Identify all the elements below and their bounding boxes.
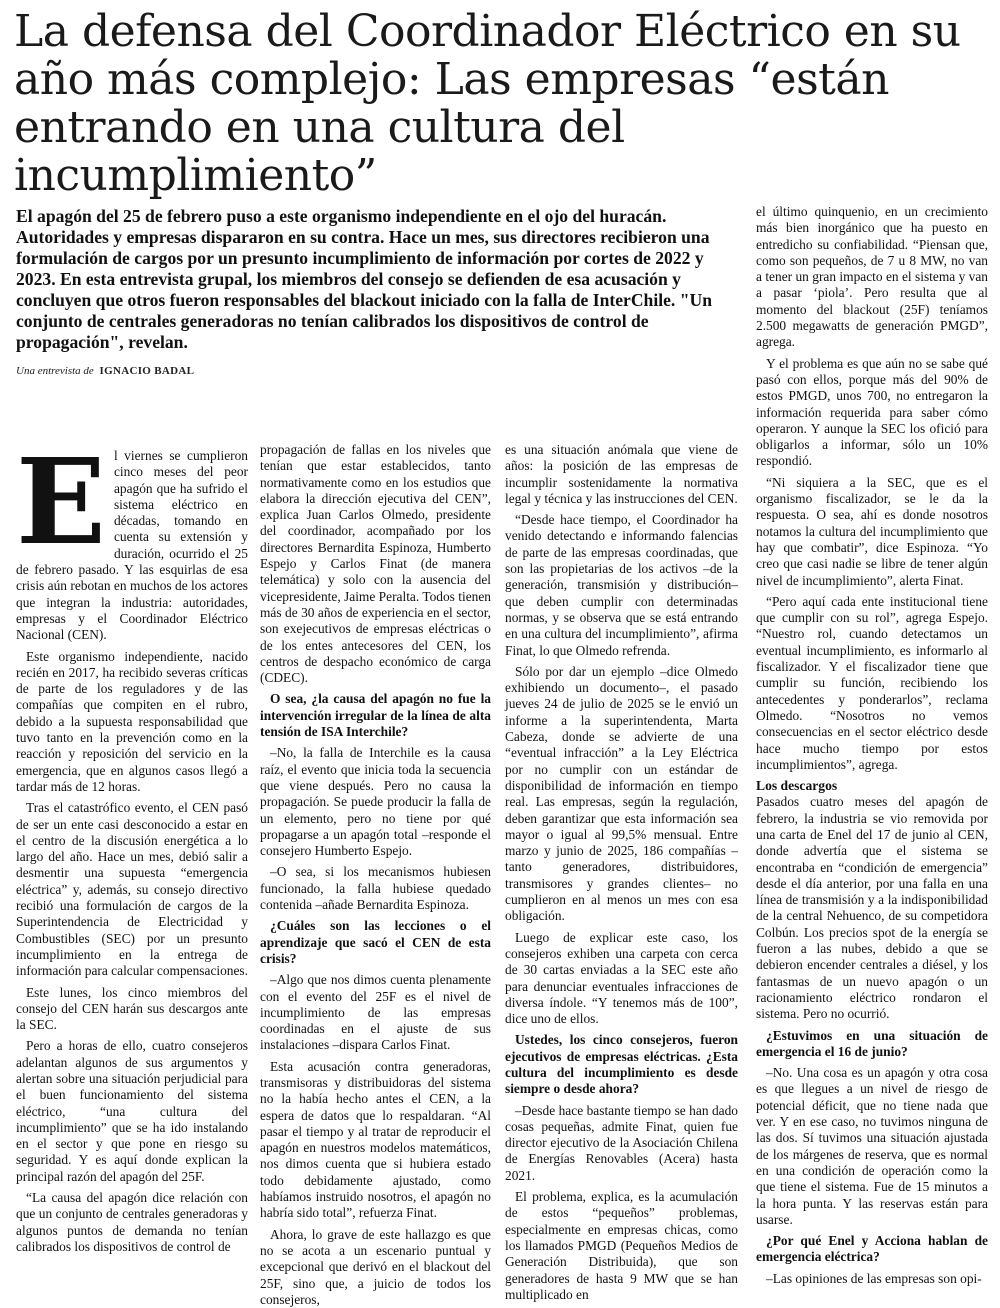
body-paragraph: Y el problema es que aún no se sabe qué pasó con ellos, porque más del 90% de estos PMGD, unos 700, no entregaron la información requerida para saber cómo operaron. Y aunque la SEC los ofició para obligarlos a informar, sólo un 10% respondió. <box>756 355 988 469</box>
body-paragraph: –Las opiniones de las empresas son opi- <box>766 1270 982 1286</box>
body-paragraph: Este lunes, los cinco miembros del consejo del CEN harán sus descargos ante la SEC. <box>16 984 248 1033</box>
body-paragraph: “La causa del apagón dice relación con que un conjunto de centrales generadoras y algunos puntos de demanda no tenían calibrados los dispositivos de control de <box>16 1190 248 1254</box>
headline: La defensa del Coordinador Eléctrico en su año más complejo: Las empresas “están entrando en una cultura del incumplimiento” <box>14 6 961 201</box>
body-paragraph: –No. Una cosa es un apagón y otra cosa es que llegues a un nivel de riesgo de potencial déficit, que no tiene nada que ver. Y en ese caso, no tuvimos ninguna de las dos. Sí tuvimos una situación ajustada de los márgenes de reserva, que es normal en una condición de operación como la que tiene el sistema. Fue de 15 minutos a la hora punta. Y las reservas están para usarse. <box>756 1065 988 1227</box>
body-paragraph: “Ni siquiera a la SEC, que es el organismo fiscalizador, se le da la respuesta. O sea, ahí es donde nosotros notamos la cultura del incumplimiento que hay que combatir”, dice Espinoza. “Yo creo que casi nadie se libre de tener algún nivel de incumplimiento”, alerta Finat. <box>756 474 988 588</box>
column-2 <box>260 442 491 1307</box>
body-paragraph: –Desde hace bastante tiempo se han dado cosas pequeñas, admite Finat, quien fue director ejecutivo de la Asociación Chilena de Energías Renovables (Acera) hasta 2021. <box>505 1102 738 1183</box>
drop-cap: E <box>16 432 106 571</box>
body-paragraph: Este organismo independiente, nacido recién en 2017, ha recibido severas críticas de parte de los reguladores y de las compañías que compiten en el rubro, debido a la supuesta responsabilidad que tuvo tanto en la prevención como en la reacción y reposición del servicio en la emergencia, que en algunos casos llegó a tardar más de 12 horas. <box>16 648 248 794</box>
body-paragraph: “Desde hace tiempo, el Coordinador ha venido detectando e informando falencias de parte de las empresas coordinadas, que son las propietarias de los activos –de la generación, transmisión y distribución– que deben cumplir con determinadas normas, y se observa que se está entrando en una cultura del incumplimiento”, afirma Finat, lo que Olmedo refrenda. <box>505 512 738 658</box>
body-paragraph: Ahora, lo grave de este hallazgo es que no se acota a un escenario puntual y excepcional que derivó en el blackout del 25F, sino que, a juicio de todos los consejeros, <box>260 1226 491 1307</box>
body-paragraph: Tras el catastrófico evento, el CEN pasó de ser un ente casi desconocido a estar en el centro de la discusión energética a lo largo del año. Hace un mes, debió salir a desmentir una supuesta “emergencia eléctrica” y, además, su consejo directivo recibió una formulación de cargos de la Superintendencia de Electricidad y Combustibles (SEC) por un presunto incumplimiento en la entrega de información para calcular compensaciones. <box>16 800 248 979</box>
interview-question: ¿Estuvimos en una situación de emergencia el 16 de junio? <box>756 1027 988 1059</box>
body-paragraph: Esta acusación contra generadoras, transmisoras y distribuidoras del sistema no la había hecho antes el CEN, a la espera de datos que lo respaldaran. “Al pasar el tiempo y al tratar de reproducir el apagón en nuestros modelos matemáticos, nos dimos cuenta que si hubiera estado todo debidamente ajustado, como habíamos instruido nosotros, el apagón no habría sido total”, refuerza Finat. <box>260 1058 491 1221</box>
interview-question: ¿Cuáles son las lecciones o el aprendizaje que sacó el CEN de esta crisis? <box>260 918 491 966</box>
body-paragraph: el último quinquenio, en un crecimiento más bien inorgánico que ha puesto en entredicho su confiabilidad. “Piensan que, como son pequeños, de 7 u 8 MW, no van a tener un gran impacto en el sistema y van a pasar ‘piola’. Pero resulta que al momento del blackout (25F) teníamos 2.500 megawatts de generación PMGD”, agrega. <box>756 204 988 350</box>
body-paragraph: Luego de explicar este caso, los consejeros exhiben una carpeta con cerca de 30 cartas enviadas a la SEC este año para denunciar eventuales infracciones de diversa índole. “Y tenemos más de 100”, dice uno de ellos. <box>505 929 738 1027</box>
body-paragraph: –Algo que nos dimos cuenta plenamente con el evento del 25F es el nivel de incumplimiento de las empresas coordinadas en el ajuste de sus instalaciones –dispara Carlos Finat. <box>260 972 491 1053</box>
section-subheading: Los descargos <box>756 778 838 794</box>
body-paragraph: El problema, explica, es la acumulación de estos “pequeños” problemas, especialmente en empresas chicas, como los llamados PMGD (Pequeños Medios de Generación Distribuida), que son generadores de hasta 9 MW que se han multiplicado en <box>505 1189 738 1302</box>
column-4 <box>756 204 988 1286</box>
column-3 <box>505 442 738 1302</box>
body-paragraph: Pasados cuatro meses del apagón de febrero, la industria se vio removida por una carta de Enel del 17 de junio al CEN, donde advertía que el sistema se encontraba en “condición de emergencia” desde el día anterior, por una falla en una línea de transmisión y a la indisponibilidad de la central Nehuenco, de su competidora Colbún. Los precios spot de la energía se fueron a las nubes, debido a que se debieron encender centrales a diésel, y los fantasmas de un nuevo apagón o un racionamiento eléctrico rondaron el sistema. Pero no ocurrió. <box>756 794 988 1022</box>
body-paragraph: propagación de fallas en los niveles que tenían que estar establecidos, tanto normativamente como en los estudios que elabora la dirección ejecutiva del CEN”, explica Juan Carlos Olmedo, presidente del coordinador, acompañado por los directores Bernardita Espinoza, Humberto Espejo y Carlos Finat (de manera telemática) y solo con la ausencia del vicepresidente, Jaime Peralta. Todos tienen más de 30 años de experiencia en el sector, son exejecutivos de empresas eléctricas o de los entes antecesores del CEN, los centros de despacho económico de carga (CDEC). <box>260 442 491 686</box>
column-1 <box>16 432 248 1254</box>
body-paragraph: –No, la falla de Interchile es la causa raíz, el evento que inicia toda la secuencia que viene después. Pero no causa la propagación. Se puede producir la falla de un elemento, pero no tiene por qué propagarse a un apagón total –responde el consejero Humberto Espejo. <box>260 745 491 859</box>
byline <box>16 365 194 377</box>
interview-question: O sea, ¿la causa del apagón no fue la intervención irregular de la línea de alta tensión de ISA Interchile? <box>260 691 491 740</box>
interview-question: ¿Por qué Enel y Acciona hablan de emergencia eléctrica? <box>756 1233 988 1265</box>
byline-author: IGNACIO BADAL <box>99 365 195 377</box>
body-paragraph: Pero a horas de ello, cuatro consejeros adelantan algunos de sus argumentos y alertan sobre una situación perjudicial para el buen funcionamiento del sistema eléctrico, “una cultura del incumplimiento” que se ha ido instalando en el sector y que pone en riesgo su seguridad. Y es aquí donde explican la principal razón del apagón del 25F. <box>16 1038 248 1184</box>
body-paragraph: l viernes se cumplieron cinco meses del peor apagón que ha sufrido el sistema eléctrico en décadas, tomando en cuenta su extensión y duración, ocurrido el 25 de febrero pasado. Y las esquirlas de esa crisis aún rebotan en muchos de los actores que integran la industria: autoridades, empresas y el Coordinador Eléctrico Nacional (CEN). <box>16 448 248 643</box>
body-paragraph: –O sea, si los mecanismos hubiesen funcionado, la falla hubiese quedado contenida –añade Bernardita Espinoza. <box>260 864 491 913</box>
interview-question: Ustedes, los cinco consejeros, fueron ejecutivos de empresas eléctricas. ¿Esta cultura del incumplimiento es desde siempre o desde ahora? <box>505 1032 738 1097</box>
body-paragraph: Sólo por dar un ejemplo –dice Olmedo exhibiendo un documento–, el pasado jueves 24 de julio de 2025 se le envió un informe a la superintendenta, Marta Cabeza, donde se advierte de una “eventual infracción” a la Ley Eléctrica por no cumplir con un estándar de disponibilidad de información en tiempo real. Las empresas, según la regulación, deben garantizar que esta información sea mayor o igual al 99,5% mensual. Entre marzo y junio de 2025, 186 compañías –tanto generadores, distribuidores, transmisores y grandes clientes– no cumplieron en al menos un mes con esa obligación. <box>505 663 738 924</box>
body-paragraph: “Pero aquí cada ente institucional tiene que cumplir con su rol”, agrega Espejo. “Nuestro rol, cuando detectamos un eventual incumplimiento, es informarlo al fiscalizador. Y el fiscalizador tiene que cumplir su función, recibiendo los antecedentes y ponderarlos”, reclama Olmedo. “Nosotros no vemos consecuencias en el sector eléctrico desde hace mucho tiempo por estos incumplimientos”, agrega. <box>756 593 988 772</box>
lead-paragraph: El apagón del 25 de febrero puso a este organismo independiente en el ojo del huracán. Autoridades y empresas dispararon en su contra. Hace un mes, sus directores recibieron una formulación de cargos por un presunto incumplimiento de información por cortes de 2022 y 2023. En esta entrevista grupal, los miembros del consejo se defienden de esa acusación y concluyen que otros fueron responsables del blackout iniciado con la falla de InterChile. "Un conjunto de centrales generadoras no tenían calibrados los dispositivos de control de propagación", revelan. <box>16 206 712 352</box>
byline-prefix: Una entrevista de <box>16 365 94 377</box>
body-paragraph: es una situación anómala que viene de años: la posición de las empresas de incumplir sostenidamente la normativa legal y técnica y las instrucciones del CEN. <box>505 442 738 506</box>
